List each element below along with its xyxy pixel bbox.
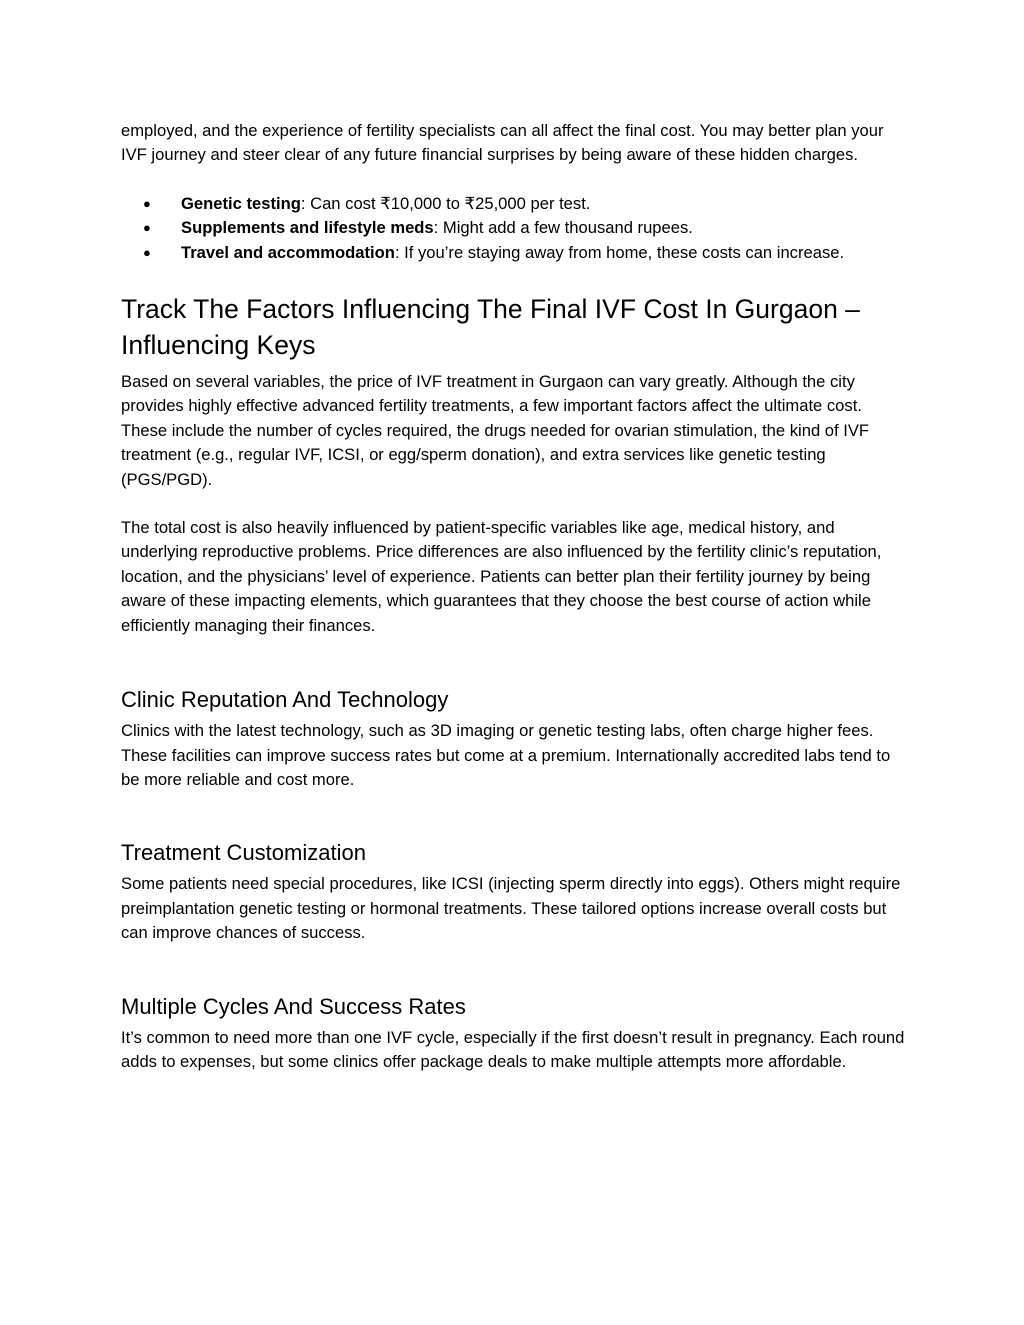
- section-paragraph: Some patients need special procedures, like ICSI (injecting sperm directly into eggs). Others might require preimplantation genetic testing or hormonal treatments. These tailored options increase overall costs but can improve chances of success.: [121, 874, 901, 943]
- hidden-charges-list: [121, 192, 911, 265]
- list-item-term: Travel and accommodation: [181, 242, 395, 262]
- list-item-term: Supplements and lifestyle meds: [181, 218, 434, 238]
- list-item: [121, 192, 911, 216]
- main-heading: Track The Factors Influencing The Final IVF Cost In Gurgaon – Influencing Keys: [121, 294, 860, 361]
- bullet-icon: ●: [143, 220, 151, 236]
- body-paragraph: Based on several variables, the price of IVF treatment in Gurgaon can vary greatly. Although the city provides highly effective advanced fertility treatments, a few important factors affect the ultimate cost. These include the number of cycles required, the drugs needed for ovarian stimulation, the kind of IVF treatment (e.g., regular IVF, ICSI, or egg/sperm donation), and extra services like genetic testing (PGS/PGD).: [121, 372, 870, 489]
- body-paragraph: The total cost is also heavily influenced by patient-specific variables like age, medical history, and underlying reproductive problems. Price differences are also influenced by the fertility clinic’s reputation, location, and the physicians’ level of experience. Patients can better plan their fertility journey by being aware of these impacting elements, which guarantees that they choose the best course of action while efficiently managing their finances.: [121, 518, 882, 635]
- section-paragraph: Clinics with the latest technology, such as 3D imaging or genetic testing labs, often charge higher fees. These facilities can improve success rates but come at a premium. Internationally accredited labs tend to be more reliable and cost more.: [121, 721, 891, 789]
- list-item-desc: : Might add a few thousand rupees.: [433, 218, 693, 238]
- section-heading: Clinic Reputation And Technology: [121, 687, 449, 713]
- intro-paragraph: employed, and the experience of fertility specialists can all affect the final cost. You may better plan your IVF journey and steer clear of any future financial surprises by being aware of these hidden charges.: [121, 121, 884, 165]
- document-page: [121, 119, 911, 1074]
- section-treatment-customization: [121, 838, 911, 945]
- list-item: [121, 216, 911, 240]
- section-heading: Multiple Cycles And Success Rates: [121, 993, 466, 1019]
- section-heading: Treatment Customization: [121, 840, 366, 866]
- bullet-icon: ●: [143, 195, 151, 211]
- section-multiple-cycles: [121, 992, 911, 1075]
- bullet-icon: ●: [143, 244, 151, 260]
- section-clinic-reputation: [121, 685, 911, 792]
- list-item-desc: : Can cost ₹10,000 to ₹25,000 per test.: [300, 193, 591, 213]
- list-item: [121, 241, 911, 265]
- list-item-term: Genetic testing: [181, 193, 301, 213]
- list-item-desc: : If you’re staying away from home, these costs can increase.: [394, 242, 845, 262]
- section-paragraph: It’s common to need more than one IVF cycle, especially if the first doesn’t result in pregnancy. Each round adds to expenses, but some clinics offer package deals to make multiple attempts more affordable.: [121, 1027, 905, 1071]
